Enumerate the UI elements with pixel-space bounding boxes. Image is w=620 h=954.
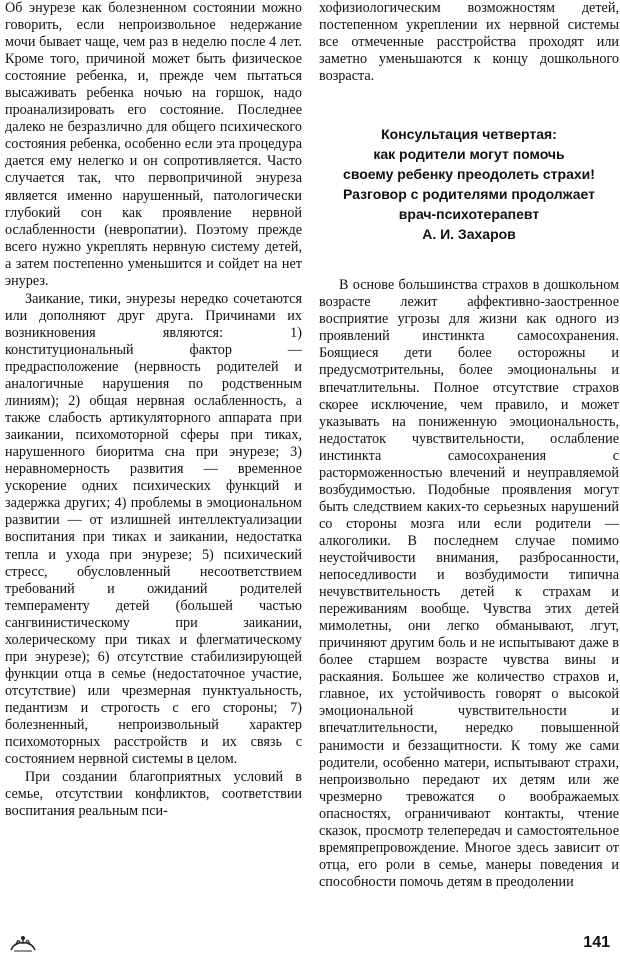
left-column — [5, 0, 302, 820]
heading-line-3: своему ребенку преодолеть страхи! — [343, 166, 595, 183]
paragraph-continuation: хофизиологическим возможностям детей, постепенном укреплении их нервной системы все отмеченные расстройства проходят или заметно уменьшаются к концу дошкольного возраста. — [319, 0, 619, 85]
heading-line-2: как родители могут помочь — [373, 146, 565, 163]
paragraph-causes: Заикание, тики, энурезы нередко сочетаются или дополняют друг друга. Причинами их возникновения являются: 1) конституциональный фактор — предрасположение (нервность родителей и аналогичные нарушения по родственным линиям); 2) общая нервная ослабленность, а также слабость артикуляторного аппарата при заикании, психомоторной сферы при тиках, нарушенного биоритма сна при энурезе; 3) неравномерность развития — временное ускорение одних психических функций и задержка других; 4) проблемы в эмоциональном развитии — от излишней интеллектуализации воспитания при тиках и заикании, недостатка тепла и ухода при энурезе; 5) психический стресс, обусловленный несоответствием требований и ожиданий родителей темпераменту детей (большей частью сангвинистическому при заикании, холерическому при тиках и флегматическому при энурезе); 6) отсутствие стабилизирующей функции отца в семье (недостаточное участие, отсутствие) или чрезмерная пунктуальность, педантизм и строгость с его стороны; 7) болезненный, непроизвольный характер психомоторных расстройств и их связь с состоянием нервной системы в целом. — [5, 290, 302, 768]
paragraph-fears: В основе большинства страхов в дошкольном возрасте лежит аффективно-заостренное восприятие угрозы для жизни как одного из проявлений инстинкта самосохранения. Боящиеся дети более осторожны и предусмотрительны, более эмоциональны и впечатлительны. Полное отсутствие страхов скорее исключение, чем правило, и может указывать на пониженную эмоциональность, недостаток чувствительности, ослабление инстинкта самосохранения с расторможенностью влечений и неуправляемой возбудимостью. Подобные проявления могут быть следствием каких-то серьезных нарушений со стороны мозга или если родители — алкоголики. В последнем случае помимо неустойчивости внимания, разбросанности, непоседливости и возбудимости типична нечувствительность детей к страхам и переживаниям вообще. Чувства этих детей мимолетны, они легко обманывают, лгут, причиняют другим боль и не испытывают даже в более старшем возрасте чувства вины и раскаяния. Большее же количество страхов и, главное, их устойчивость говорят о высокой эмоциональной чувствительности и впечатлительности, нередко повышенной ранимости и беззащитности. К тому же сами родители, особенно матери, испытывают страхи, непроизвольно передают их детям или же чрезмерно тревожатся о воображаемых опасностях, ограничивают контакты, чтение сказок, просмотр телепередач и самостоятельное времяпрепровождение. Многое здесь зависит от отца, его роли в семье, манеры поведения и способности помочь детям в преодолении — [319, 277, 619, 890]
heading-line-4: Разговор с родителями продолжает — [342, 186, 596, 203]
heading-line-5: врач-психотерапевт — [398, 206, 540, 223]
heading-author: А. И. Захаров — [422, 226, 516, 243]
paragraph-conditions: При создании благоприятных условий в семье, отсутствии конфликтов, соответствии воспитания реальным пси- — [5, 769, 302, 820]
consultation-heading — [319, 124, 619, 244]
paragraph-enuresis: Об энурезе как болезненном состоянии можно говорить, если непроизвольное недержание мочи бывает чаще, чем раз в неделю после 4 лет. Кроме того, причиной может быть физическое состояние ребенка, и, прежде чем пытаться высаживать ребенка ночью на горшок, надо проанализировать его состояние. Последнее далеко не безразлично для общего психического состояния ребенка, особенно если эта процедура дается ему нелегко и он сопротивляется. Часто случается так, что первопричиной энуреза является именно нарушенный, патологически глубокий сон как проявление нервной ослабленности (невропатии). Поэтому прежде всего нужно укреплять нервную систему детей, а затем постепенно уменьшится и сойдет на нет энурез. — [5, 0, 302, 289]
heading-line-1: Консультация четвертая: — [381, 126, 557, 143]
right-column — [319, 0, 619, 891]
floral-ornament-icon — [8, 935, 38, 953]
page-number: 141 — [583, 934, 610, 951]
